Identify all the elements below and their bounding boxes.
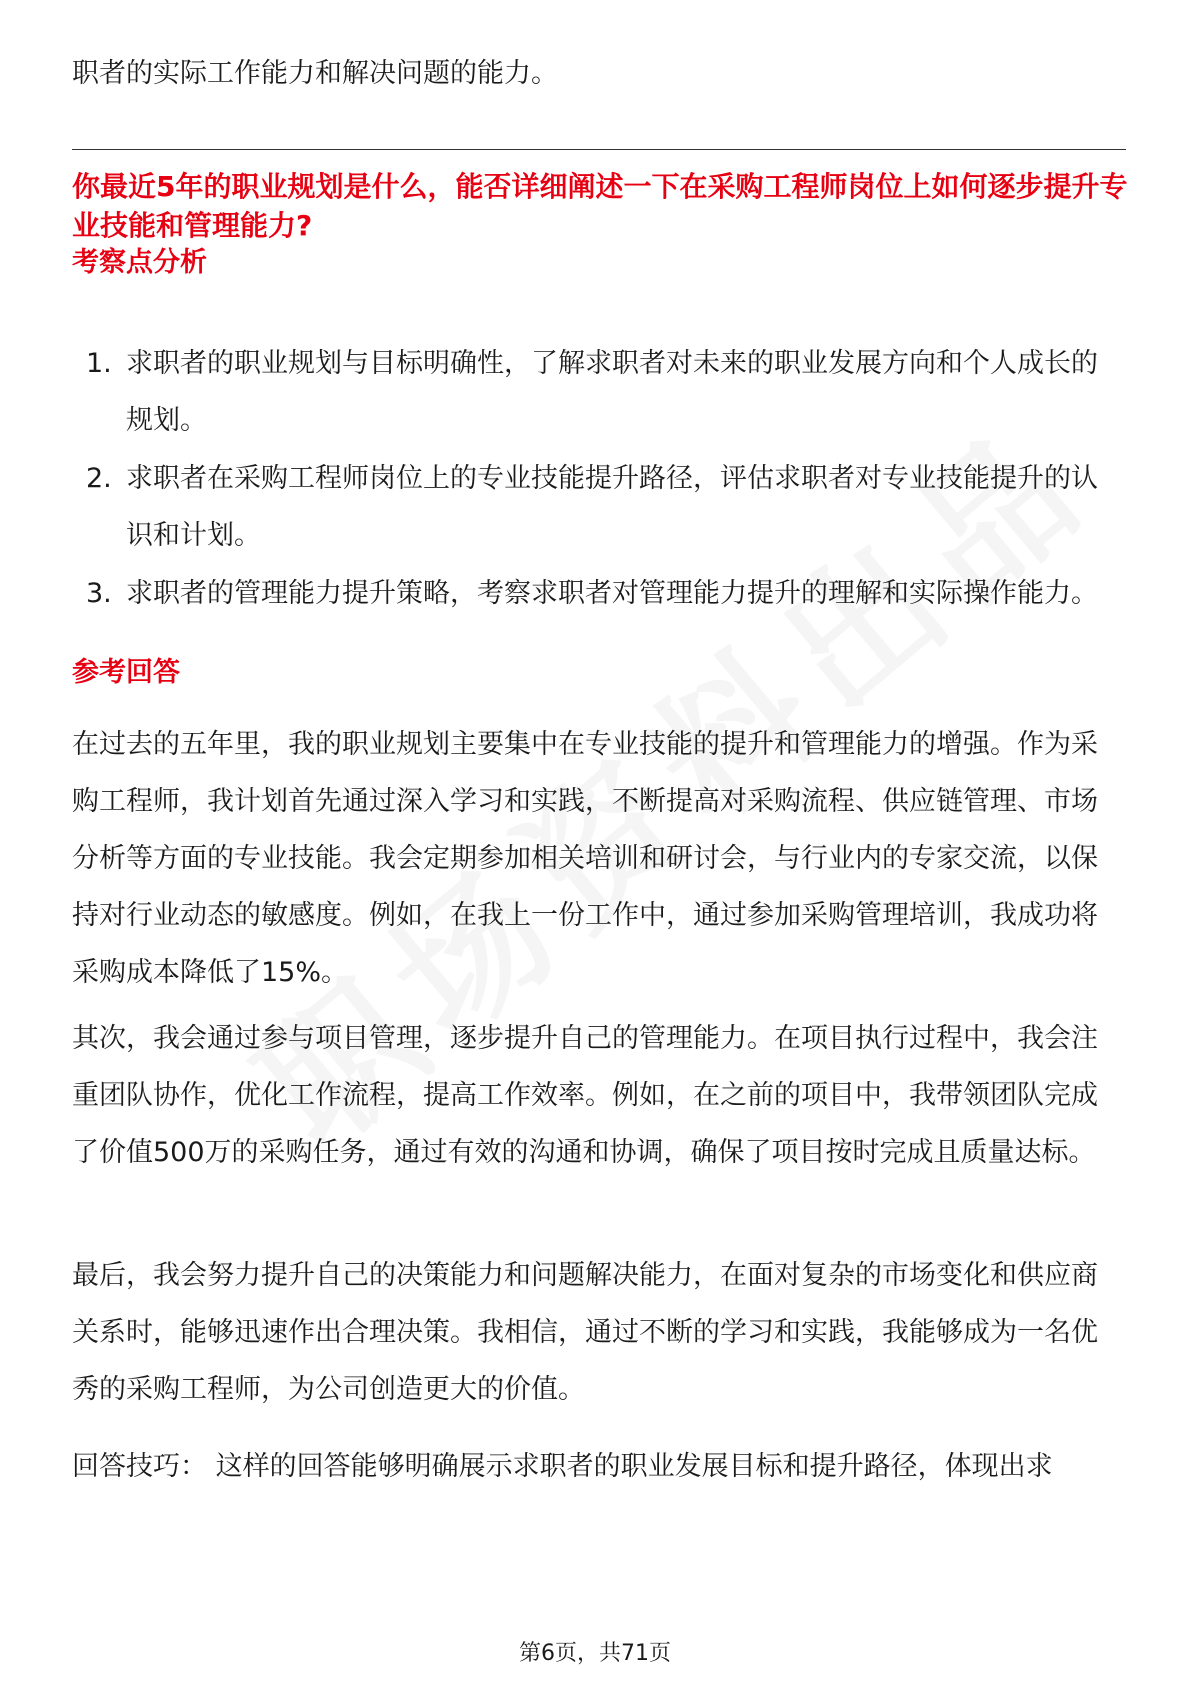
answer-paragraph: 最后，我会努力提升自己的决策能力和问题解决能力，在面对复杂的市场变化和供应商关系时，能够迅速作出合理决策。我相信，通过不断的学习和实践，我能够成为一名优秀的采购工程师，为公司创造更大的价值。 xyxy=(72,1260,1098,1405)
list-item-text: 求职者在采购工程师岗位上的专业技能提升路径，评估求职者对专业技能提升的认识和计划。 xyxy=(126,463,1098,551)
answer-paragraph: 在过去的五年里，我的职业规划主要集中在专业技能的提升和管理能力的增强。作为采购工程师，我计划首先通过深入学习和实践，不断提高对采购流程、供应链管理、市场分析等方面的专业技能。我会定期参加相关培训和研讨会，与行业内的专家交流，以保持对行业动态的敏感度。例如，在我上一份工作中，通过参加采购管理培训，我成功将采购成本降低了15%。 xyxy=(72,729,1098,988)
list-item-number: 3. xyxy=(86,578,112,609)
list-item xyxy=(72,565,1122,622)
answer-tip-paragraph: 回答技巧： 这样的回答能够明确展示求职者的职业发展目标和提升路径，体现出求 xyxy=(72,1451,1053,1482)
list-item-number: 2. xyxy=(86,463,112,494)
list-item-text: 求职者的管理能力提升策略，考察求职者对管理能力提升的理解和实际操作能力。 xyxy=(126,578,1098,609)
analysis-heading: 考察点分析 xyxy=(72,247,207,278)
section-divider xyxy=(72,149,1126,150)
page-number: 第6页，共71页 xyxy=(519,1641,671,1666)
answer-heading: 参考回答 xyxy=(72,657,180,688)
continued-paragraph: 职者的实际工作能力和解决问题的能力。 xyxy=(72,58,558,89)
interview-question: 你最近5年的职业规划是什么，能否详细阐述一下在采购工程师岗位上如何逐步提升专业技能和管理能力? xyxy=(72,170,1128,242)
list-item xyxy=(72,450,1122,564)
answer-paragraph: 其次，我会通过参与项目管理，逐步提升自己的管理能力。在项目执行过程中，我会注重团队协作，优化工作流程，提高工作效率。例如，在之前的项目中，我带领团队完成了价值500万的采购任务，通过有效的沟通和协调，确保了项目按时完成且质量达标。 xyxy=(72,1023,1098,1168)
list-item xyxy=(72,335,1122,449)
analysis-points-list xyxy=(72,335,1122,623)
list-item-text: 求职者的职业规划与目标明确性，了解求职者对未来的职业发展方向和个人成长的规划。 xyxy=(126,348,1098,436)
list-item-number: 1. xyxy=(86,348,112,379)
